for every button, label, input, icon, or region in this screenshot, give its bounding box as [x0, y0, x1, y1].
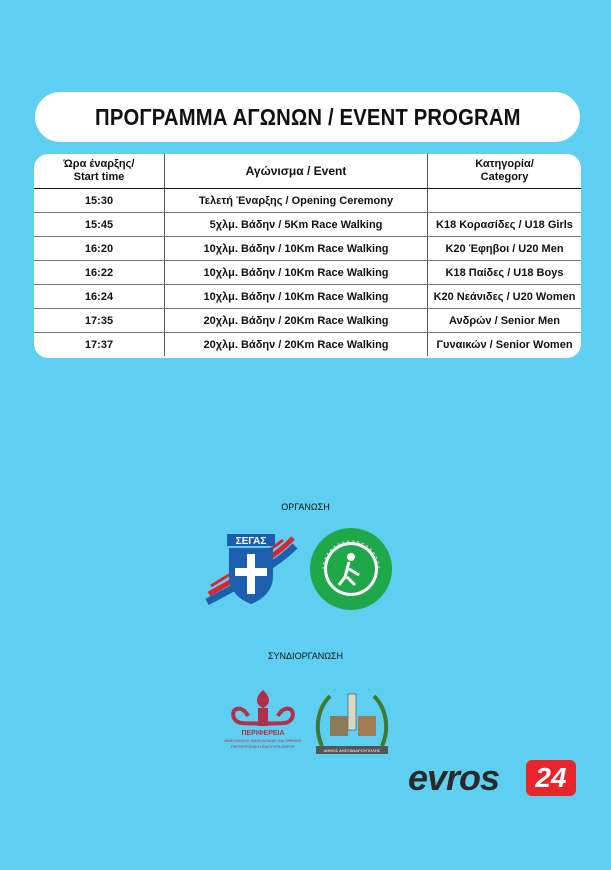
evros-brand-text: evros	[408, 757, 500, 798]
periferia-logo	[220, 686, 306, 752]
evros24-logo	[408, 758, 578, 808]
svg-text:ΣΕΓΑΣ: ΣΕΓΑΣ	[235, 536, 267, 547]
header-event: Αγώνισμα / Event	[165, 154, 428, 189]
table-row	[34, 213, 581, 237]
row-time: 16:24	[34, 285, 165, 309]
svg-text:ΠΕΡΙΦΕΡΕΙΑ: ΠΕΡΙΦΕΡΕΙΑ	[241, 730, 285, 737]
row-event: 20χλμ. Βάδην / 20Km Race Walking	[165, 309, 428, 333]
row-time: 15:30	[34, 189, 165, 213]
row-category: Κ18 Παίδες / U18 Boys	[428, 261, 582, 285]
title-box	[35, 92, 580, 142]
row-event: 10χλμ. Βάδην / 10Km Race Walking	[165, 237, 428, 261]
header-start-time: Ώρα έναρξης/ Start time	[34, 154, 165, 189]
event-program-table-container	[34, 154, 581, 358]
svg-text:ΑΝΑΤΟΛΙΚΗΣ ΜΑΚΕΔΟΝΙΑΣ ΚΑΙ ΘΡΑΚ: ΑΝΑΤΟΛΙΚΗΣ ΜΑΚΕΔΟΝΙΑΣ ΚΑΙ ΘΡΑΚΗΣ	[224, 738, 302, 743]
table-row	[34, 261, 581, 285]
row-category	[428, 189, 582, 213]
row-event: 20χλμ. Βάδην / 20Km Race Walking	[165, 333, 428, 357]
row-time: 16:22	[34, 261, 165, 285]
dimos-alexandroupolis-logo	[312, 688, 392, 758]
page-title: ΠΡΟΓΡΑΜΜΑ ΑΓΩΝΩΝ / EVENT PROGRAM	[94, 103, 521, 130]
row-event: 10χλμ. Βάδην / 10Km Race Walking	[165, 285, 428, 309]
row-category: Κ18 Κορασίδες / U18 Girls	[428, 213, 582, 237]
row-time: 17:37	[84, 338, 114, 351]
table-row	[34, 285, 581, 309]
row-category: Γυναικών / Senior Women	[428, 333, 582, 357]
row-time: 15:45	[34, 213, 165, 237]
table-row	[34, 237, 581, 261]
svg-text:ΠΕΡΙΦΕΡΕΙΑΚΗ ΕΝΟΤΗΤΑ ΕΒΡΟΥ: ΠΕΡΙΦΕΡΕΙΑΚΗ ΕΝΟΤΗΤΑ ΕΒΡΟΥ	[230, 744, 296, 749]
organization-label: ΟΡΓΑΝΩΣΗ	[281, 502, 330, 512]
balkan-athletics-logo	[309, 527, 393, 611]
event-program-table	[34, 154, 581, 356]
row-category: Κ20 Έφηβοι / U20 Men	[428, 237, 582, 261]
table-row	[34, 333, 581, 357]
row-category: Ανδρών / Senior Men	[428, 309, 582, 333]
row-event: 5χλμ. Βάδην / 5Km Race Walking	[165, 213, 428, 237]
segas-logo	[203, 528, 299, 610]
table-header-row	[34, 154, 581, 189]
row-event: 10χλμ. Βάδην / 10Km Race Walking	[165, 261, 428, 285]
svg-text:ΔΗΜΟΣ ΑΛΕΞΑΝΔΡΟΥΠΟΛΗΣ: ΔΗΜΟΣ ΑΛΕΞΑΝΔΡΟΥΠΟΛΗΣ	[323, 748, 381, 753]
row-time: 17:35	[34, 309, 165, 333]
row-time: 16:20	[34, 237, 165, 261]
table-row	[34, 189, 581, 213]
coorganization-label: ΣΥΝΔΙΟΡΓΑΝΩΣΗ	[267, 651, 343, 661]
row-category: Κ20 Νεάνιδες / U20 Women	[428, 285, 582, 309]
evros-24-badge: 24	[526, 760, 576, 796]
row-event: Τελετή Έναρξης / Opening Ceremony	[165, 189, 428, 213]
table-row	[34, 309, 581, 333]
header-category: Κατηγορία/ Category	[428, 154, 582, 189]
